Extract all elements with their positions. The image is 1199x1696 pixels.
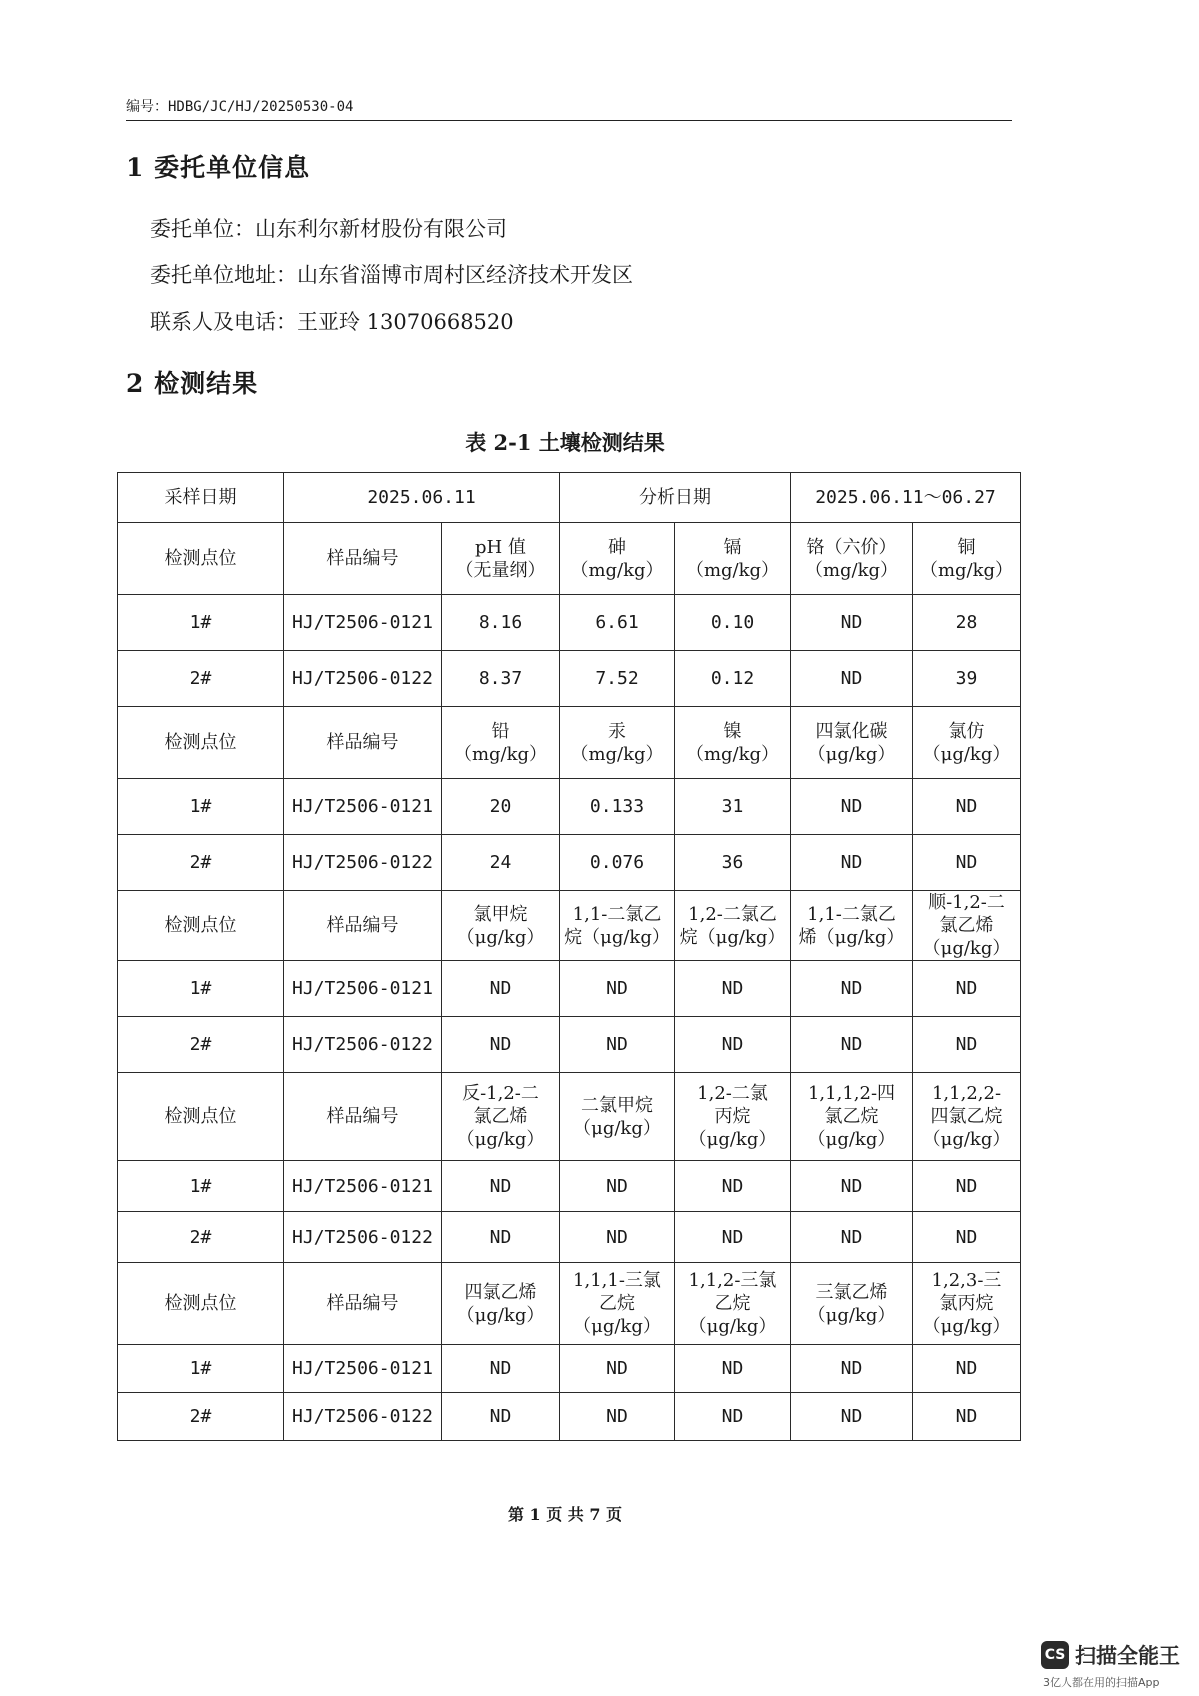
parameter-header: 镍 （mg/kg） (675, 707, 791, 779)
parameter-header: 1,1-二氯乙 烯（μg/kg） (791, 891, 913, 961)
parameter-header: 顺-1,2-二 氯乙烯 （μg/kg） (913, 891, 1021, 961)
watermark-tagline: 3亿人都在用的扫描App (1043, 1676, 1160, 1689)
value-cell: ND (791, 651, 913, 707)
analysis-date: 2025.06.11～06.27 (791, 473, 1021, 523)
parameter-header: 砷 （mg/kg） (560, 523, 675, 595)
value-cell: ND (791, 1161, 913, 1212)
point-header: 检测点位 (118, 707, 284, 779)
value-cell: ND (442, 1161, 560, 1212)
value-cell: ND (560, 1017, 675, 1073)
table-row (118, 835, 1021, 891)
value-cell: 24 (442, 835, 560, 891)
point-cell: 1# (118, 779, 284, 835)
header-row (118, 1263, 1021, 1345)
parameter-header: 1,1,1,2-四 氯乙烷 （μg/kg） (791, 1073, 913, 1161)
sampling-date-label: 采样日期 (118, 473, 284, 523)
value-cell: ND (791, 1017, 913, 1073)
parameter-header: 汞 （mg/kg） (560, 707, 675, 779)
table-row (118, 1393, 1021, 1441)
value-cell: 28 (913, 595, 1021, 651)
parameter-header: 1,2-二氯乙 烷（μg/kg） (675, 891, 791, 961)
value-cell: ND (560, 961, 675, 1017)
watermark-name: 扫描全能王 (1075, 1644, 1180, 1668)
parameter-header: 三氯乙烯 （μg/kg） (791, 1263, 913, 1345)
sample-id-cell: HJ/T2506-0122 (284, 835, 442, 891)
parameter-header: 二氯甲烷 （μg/kg） (560, 1073, 675, 1161)
value-cell: ND (791, 1393, 913, 1441)
client-name: 委托单位：山东利尔新材股份有限公司 (150, 217, 507, 241)
point-cell: 2# (118, 651, 284, 707)
header-row (118, 707, 1021, 779)
camscanner-logo-icon: CS (1041, 1641, 1069, 1669)
value-cell: 8.37 (442, 651, 560, 707)
value-cell: ND (913, 1212, 1021, 1263)
sample-header: 样品编号 (284, 891, 442, 961)
sample-id-cell: HJ/T2506-0121 (284, 595, 442, 651)
value-cell: ND (560, 1161, 675, 1212)
table-row (118, 651, 1021, 707)
point-cell: 1# (118, 1345, 284, 1393)
header-row (118, 891, 1021, 961)
value-cell: ND (913, 1161, 1021, 1212)
parameter-header: pH 值 （无量纲） (442, 523, 560, 595)
value-cell: ND (442, 961, 560, 1017)
parameter-header: 四氯化碳 （μg/kg） (791, 707, 913, 779)
point-header: 检测点位 (118, 523, 284, 595)
value-cell: ND (560, 1212, 675, 1263)
date-row (118, 473, 1021, 523)
point-header: 检测点位 (118, 891, 284, 961)
value-cell: 0.076 (560, 835, 675, 891)
analysis-date-label: 分析日期 (560, 473, 791, 523)
section-1-title: 1 委托单位信息 (126, 153, 311, 182)
table-row (118, 1017, 1021, 1073)
soil-results-table (117, 472, 1021, 1441)
value-cell: 8.16 (442, 595, 560, 651)
value-cell: ND (913, 779, 1021, 835)
value-cell: 20 (442, 779, 560, 835)
table-row (118, 1345, 1021, 1393)
value-cell: ND (675, 1393, 791, 1441)
scanner-watermark (1041, 1640, 1191, 1690)
sample-id-cell: HJ/T2506-0122 (284, 1393, 442, 1441)
table-row (118, 595, 1021, 651)
header-row (118, 1073, 1021, 1161)
value-cell: 0.133 (560, 779, 675, 835)
point-cell: 2# (118, 1212, 284, 1263)
sample-id-cell: HJ/T2506-0122 (284, 1017, 442, 1073)
parameter-header: 铅 （mg/kg） (442, 707, 560, 779)
report-number-label: 编号： (126, 99, 168, 115)
value-cell: 7.52 (560, 651, 675, 707)
table-title: 表 2-1 土壤检测结果 (465, 430, 665, 455)
value-cell: ND (675, 1212, 791, 1263)
table-row (118, 1212, 1021, 1263)
value-cell: ND (675, 1345, 791, 1393)
point-header: 检测点位 (118, 1073, 284, 1161)
value-cell: ND (913, 1393, 1021, 1441)
page-number: 第 1 页 共 7 页 (507, 1505, 623, 1524)
sample-id-cell: HJ/T2506-0122 (284, 651, 442, 707)
section-2-title: 2 检测结果 (126, 369, 259, 398)
point-cell: 2# (118, 1393, 284, 1441)
parameter-header: 1,1,2,2- 四氯乙烷 （μg/kg） (913, 1073, 1021, 1161)
parameter-header: 反-1,2-二 氯乙烯 （μg/kg） (442, 1073, 560, 1161)
sample-id-cell: HJ/T2506-0121 (284, 1345, 442, 1393)
parameter-header: 铬（六价） （mg/kg） (791, 523, 913, 595)
value-cell: ND (913, 1345, 1021, 1393)
point-cell: 2# (118, 1017, 284, 1073)
value-cell: ND (791, 779, 913, 835)
point-cell: 2# (118, 835, 284, 891)
value-cell: ND (675, 961, 791, 1017)
sample-header: 样品编号 (284, 523, 442, 595)
value-cell: 31 (675, 779, 791, 835)
value-cell: ND (791, 835, 913, 891)
value-cell: ND (791, 961, 913, 1017)
parameter-header: 铜 （mg/kg） (913, 523, 1021, 595)
parameter-header: 1,1,1-三氯 乙烷 （μg/kg） (560, 1263, 675, 1345)
report-number (126, 96, 1012, 121)
value-cell: ND (791, 595, 913, 651)
sample-id-cell: HJ/T2506-0121 (284, 1161, 442, 1212)
sample-id-cell: HJ/T2506-0122 (284, 1212, 442, 1263)
value-cell: ND (791, 1212, 913, 1263)
value-cell: 0.12 (675, 651, 791, 707)
value-cell: ND (913, 835, 1021, 891)
value-cell: ND (442, 1212, 560, 1263)
value-cell: ND (791, 1345, 913, 1393)
report-number-value: HDBG/JC/HJ/20250530-04 (168, 99, 354, 115)
table-row (118, 1161, 1021, 1212)
value-cell: ND (442, 1345, 560, 1393)
parameter-header: 1,1-二氯乙 烷（μg/kg） (560, 891, 675, 961)
value-cell: 0.10 (675, 595, 791, 651)
parameter-header: 氯甲烷 （μg/kg） (442, 891, 560, 961)
value-cell: ND (560, 1393, 675, 1441)
parameter-header: 1,2-二氯 丙烷 （μg/kg） (675, 1073, 791, 1161)
parameter-header: 1,2,3-三 氯丙烷 （μg/kg） (913, 1263, 1021, 1345)
sample-header: 样品编号 (284, 1263, 442, 1345)
point-header: 检测点位 (118, 1263, 284, 1345)
sample-header: 样品编号 (284, 1073, 442, 1161)
table-row (118, 779, 1021, 835)
parameter-header: 镉 （mg/kg） (675, 523, 791, 595)
value-cell: ND (442, 1017, 560, 1073)
parameter-header: 氯仿 （μg/kg） (913, 707, 1021, 779)
value-cell: 36 (675, 835, 791, 891)
value-cell: ND (675, 1017, 791, 1073)
sample-id-cell: HJ/T2506-0121 (284, 961, 442, 1017)
parameter-header: 四氯乙烯 （μg/kg） (442, 1263, 560, 1345)
contact-info: 联系人及电话：王亚玲 13070668520 (150, 310, 514, 334)
sample-id-cell: HJ/T2506-0121 (284, 779, 442, 835)
sample-header: 样品编号 (284, 707, 442, 779)
header-row (118, 523, 1021, 595)
point-cell: 1# (118, 595, 284, 651)
value-cell: 6.61 (560, 595, 675, 651)
value-cell: 39 (913, 651, 1021, 707)
sampling-date: 2025.06.11 (284, 473, 560, 523)
value-cell: ND (442, 1393, 560, 1441)
point-cell: 1# (118, 961, 284, 1017)
client-address: 委托单位地址：山东省淄博市周村区经济技术开发区 (150, 263, 633, 287)
value-cell: ND (913, 1017, 1021, 1073)
parameter-header: 1,1,2-三氯 乙烷 （μg/kg） (675, 1263, 791, 1345)
value-cell: ND (675, 1161, 791, 1212)
value-cell: ND (913, 961, 1021, 1017)
value-cell: ND (560, 1345, 675, 1393)
point-cell: 1# (118, 1161, 284, 1212)
table-row (118, 961, 1021, 1017)
